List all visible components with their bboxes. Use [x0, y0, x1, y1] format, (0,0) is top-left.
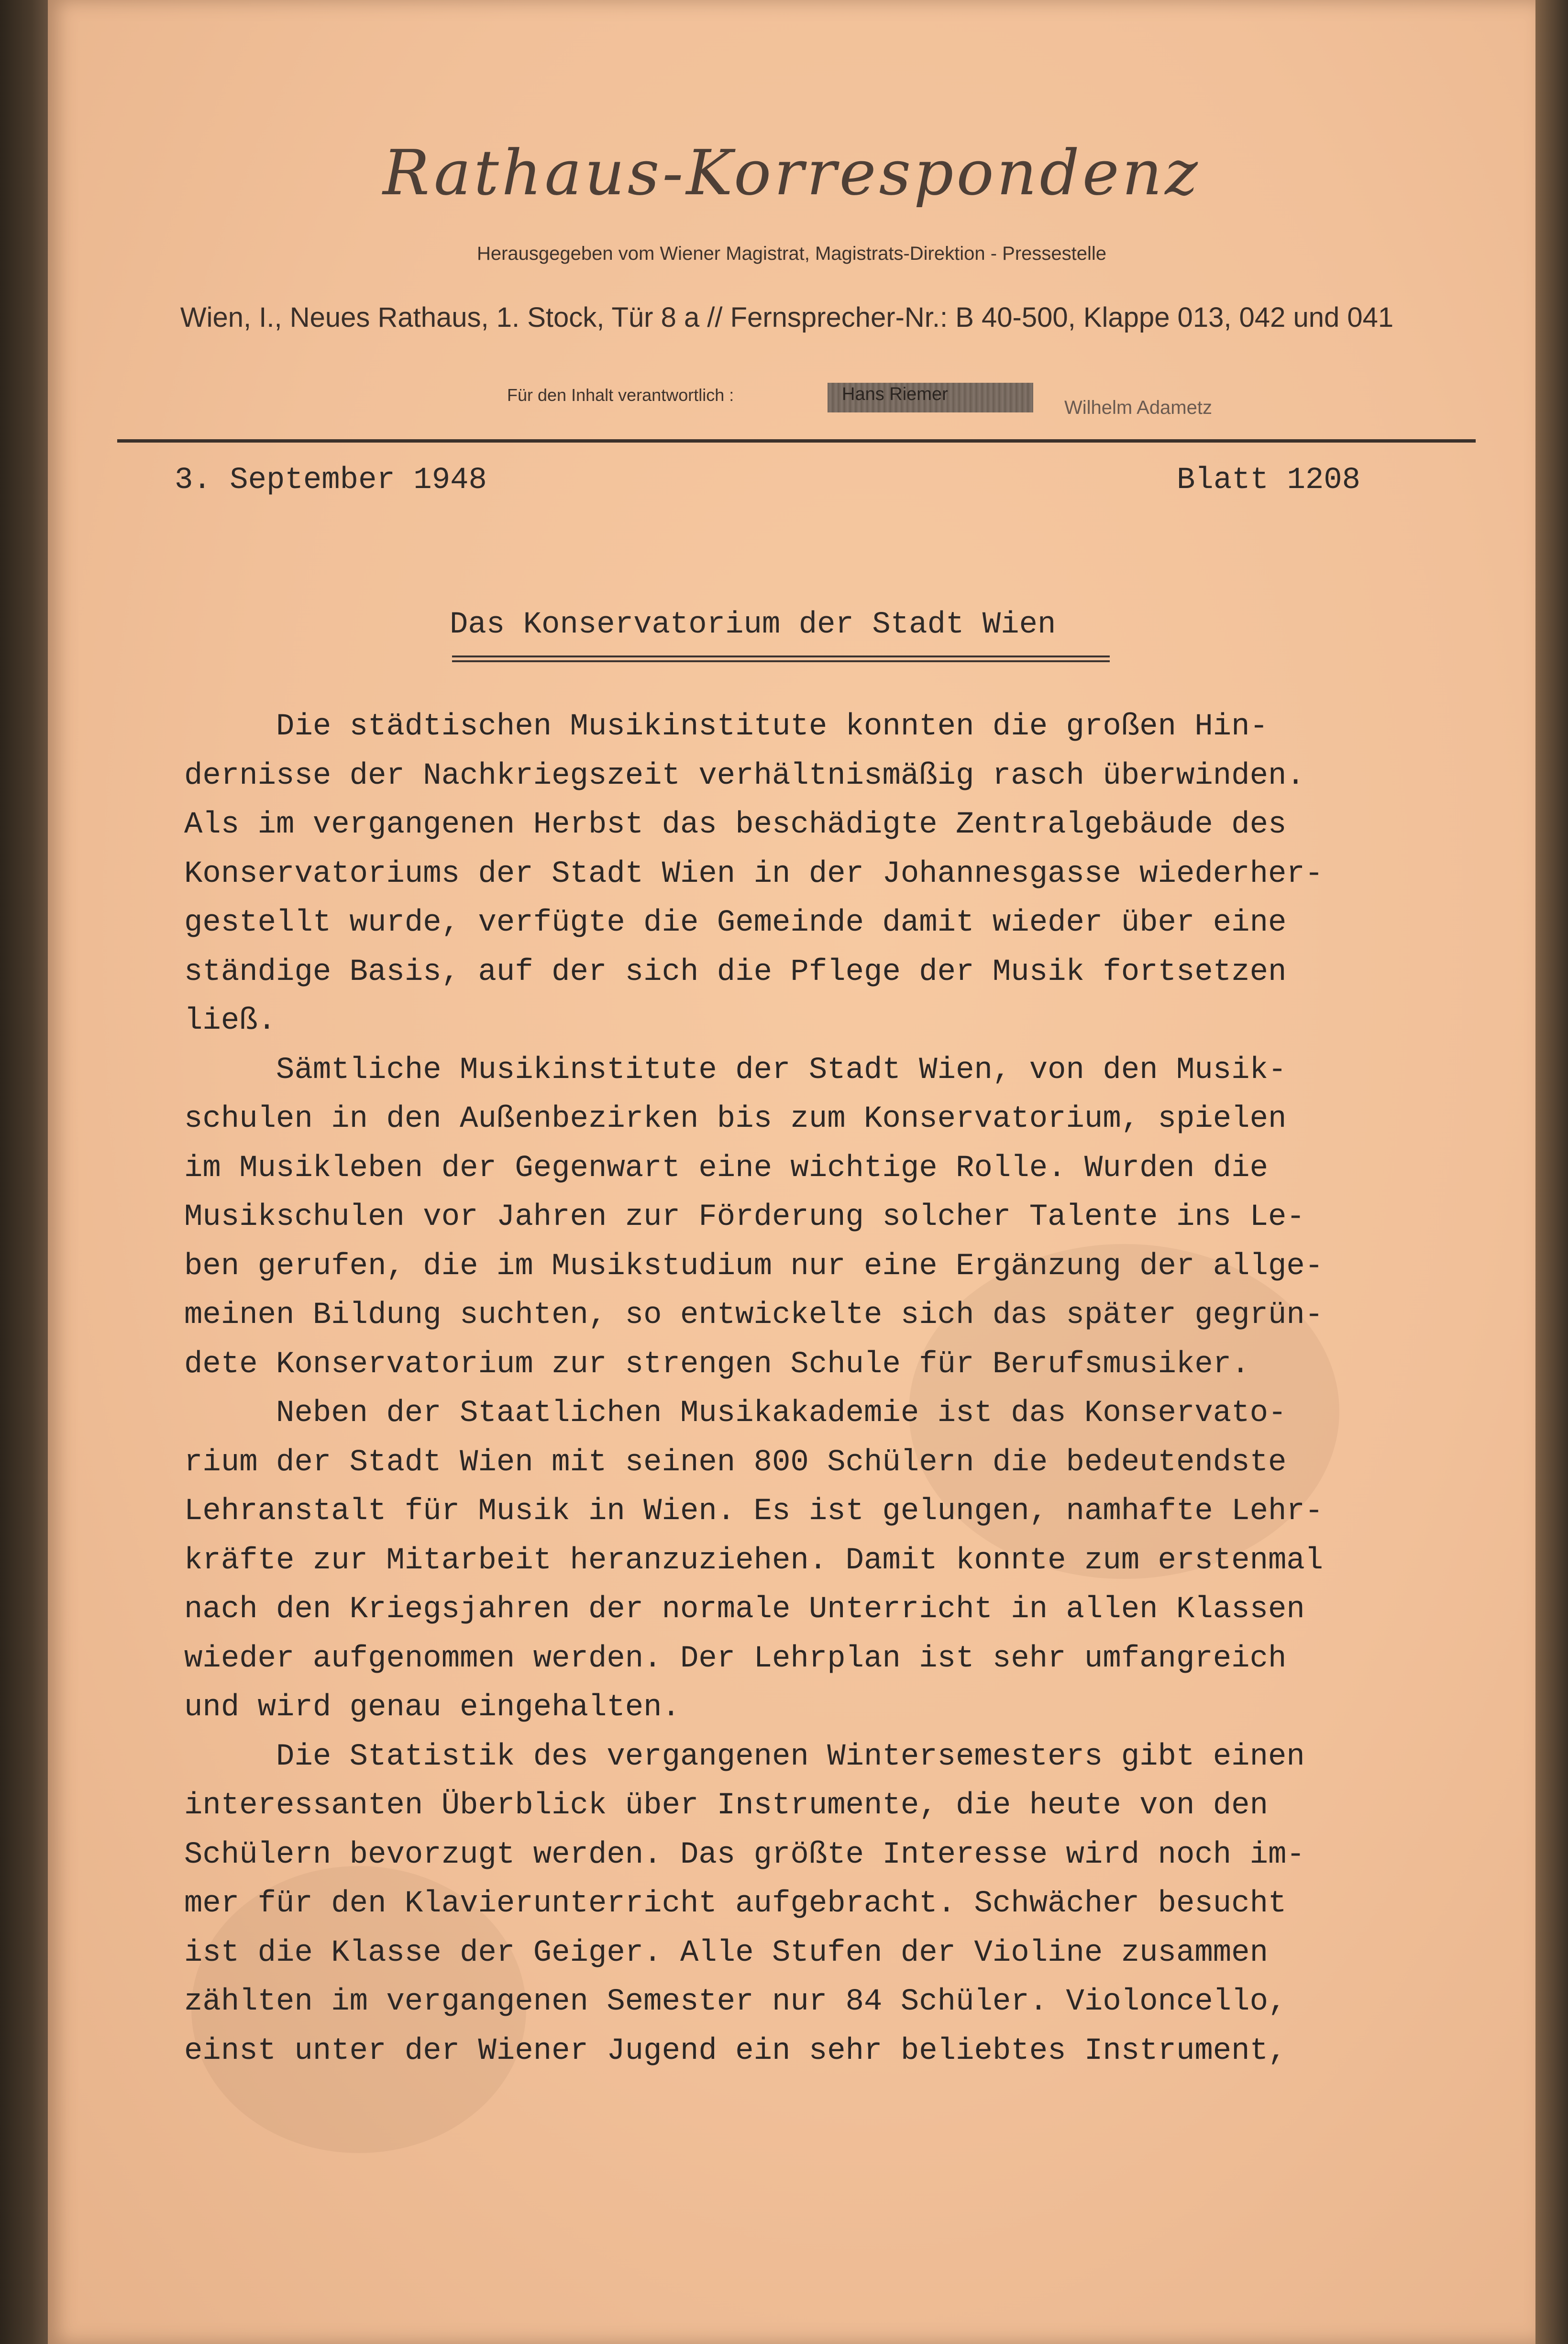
masthead-publisher: Herausgegeben vom Wiener Magistrat, Magistrats-Direktion - Pressestelle [476, 243, 1107, 264]
text-line: wieder aufgenommen werden. Der Lehrplan ist sehr umfangreich [184, 1641, 1287, 1676]
responsible-new-name: Wilhelm Adametz [1064, 397, 1212, 418]
text-line: mer für den Klavierunterricht aufgebracht. Schwächer besucht [184, 1887, 1287, 1921]
text-line: Musikschulen vor Jahren zur Förderung solcher Talente ins Le- [184, 1200, 1305, 1234]
masthead-address: Wien, I., Neues Rathaus, 1. Stock, Tür 8 a // Fernsprecher-Nr.: B 40-500, Klappe 013, 042 und 041 [180, 302, 1394, 333]
text-line: kräfte zur Mitarbeit heranzuziehen. Damit konnte zum erstenmal [184, 1543, 1324, 1578]
text-line: Die städtischen Musikinstitute konnten die großen Hin- [184, 710, 1268, 744]
text-line: schulen in den Außenbezirken bis zum Konservatorium, spielen [184, 1102, 1287, 1136]
text-line: gestellt wurde, verfügte die Gemeinde damit wieder über eine [184, 906, 1287, 940]
text-line: dernisse der Nachkriegszeit verhältnismäßig rasch überwinden. [184, 758, 1305, 793]
heading-underline [452, 655, 1110, 662]
article-body [184, 702, 1524, 2076]
text-line: Neben der Staatlichen Musikakademie ist das Konservato- [184, 1396, 1287, 1431]
text-line: ist die Klasse der Geiger. Alle Stufen der Violine zusammen [184, 1935, 1268, 1970]
masthead-divider [117, 439, 1476, 443]
text-line: und wird genau eingehalten. [184, 1690, 680, 1725]
book-binding [0, 0, 53, 2344]
text-line: Konservatoriums der Stadt Wien in der Johannesgasse wiederher- [184, 856, 1324, 891]
text-line: Sämtliche Musikinstitute der Stadt Wien, von den Musik- [184, 1053, 1287, 1088]
document-page [48, 0, 1535, 2344]
responsible-label: Für den Inhalt verantwortlich : [507, 385, 734, 405]
text-line: meinen Bildung suchten, so entwickelte sich das später gegrün- [184, 1298, 1324, 1333]
issue-date: 3. September 1948 [175, 463, 487, 498]
text-line: rium der Stadt Wien mit seinen 800 Schülern die bedeutendste [184, 1445, 1287, 1480]
text-line: interessanten Überblick über Instrumente, die heute von den [184, 1789, 1268, 1823]
text-line: ständige Basis, auf der sich die Pflege der Musik fortsetzen [184, 955, 1287, 989]
text-line: Lehranstalt für Musik in Wien. Es ist gelungen, namhafte Lehr- [184, 1494, 1324, 1529]
text-line: einst unter der Wiener Jugend ein sehr beliebtes Instrument, [184, 2033, 1287, 2068]
text-line: ließ. [184, 1004, 276, 1038]
article-heading: Das Konservatorium der Stadt Wien [450, 608, 1056, 642]
text-line: im Musikleben der Gegenwart eine wichtige Rolle. Wurden die [184, 1151, 1268, 1186]
text-line: Die Statistik des vergangenen Wintersemesters gibt einen [184, 1739, 1305, 1774]
masthead-title: Rathaus-Korrespondenz [383, 136, 1201, 209]
text-line: ben gerufen, die im Musikstudium nur eine Ergänzung der allge- [184, 1249, 1324, 1284]
text-line: Schülern bevorzugt werden. Das größte Interesse wird noch im- [184, 1837, 1305, 1872]
text-line: Als im vergangenen Herbst das beschädigte Zentralgebäude des [184, 808, 1287, 842]
page-edge [1530, 0, 1568, 2344]
text-line: nach den Kriegsjahren der normale Unterricht in allen Klassen [184, 1592, 1305, 1627]
text-line: zählten im vergangenen Semester nur 84 Schüler. Violoncello, [184, 1985, 1287, 2019]
text-line: dete Konservatorium zur strengen Schule für Berufsmusiker. [184, 1347, 1250, 1382]
sheet-number: Blatt 1208 [1177, 463, 1361, 498]
responsible-struck-name: Hans Riemer [842, 384, 948, 404]
